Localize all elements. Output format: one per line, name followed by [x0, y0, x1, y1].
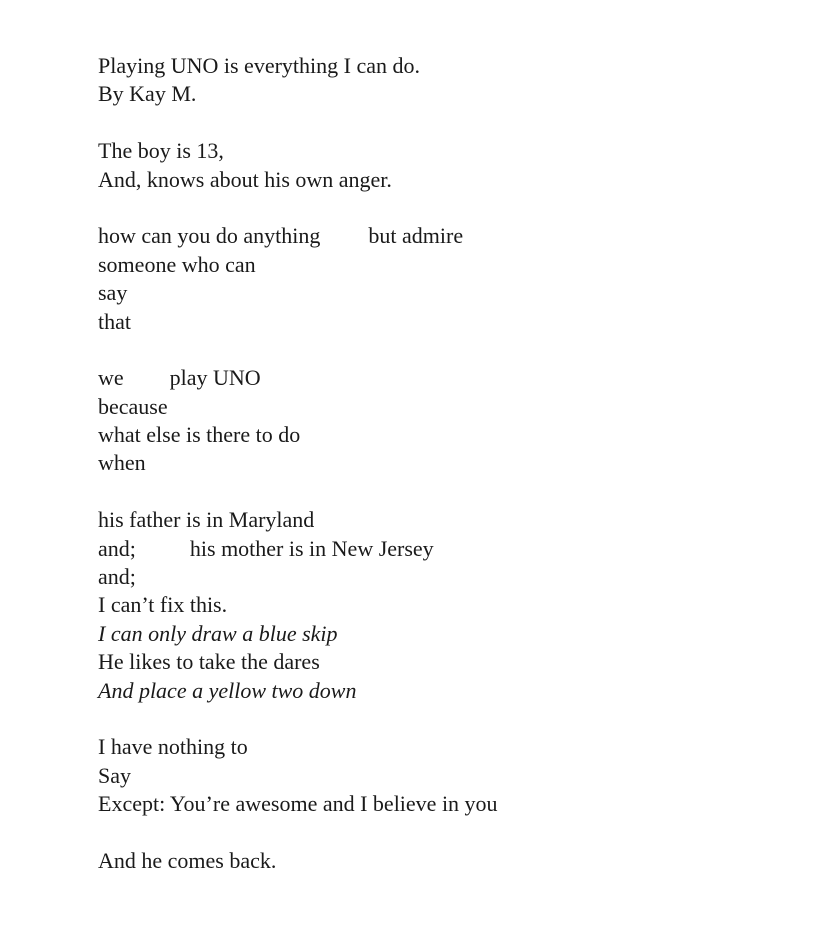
poem-line: his father is in Maryland: [98, 507, 315, 533]
poem-byline: By Kay M.: [98, 81, 197, 107]
poem-line: And he comes back.: [98, 847, 277, 873]
poem-line: that: [98, 308, 131, 334]
poem-line-part: we: [98, 365, 124, 391]
stanza-1: [98, 137, 798, 194]
poem-line: [98, 222, 798, 250]
poem-line: And, knows about his own anger.: [98, 166, 392, 192]
poem-header: [98, 52, 798, 109]
poem-line: say: [98, 280, 128, 306]
poem-line: and;: [98, 564, 136, 590]
poem-line: when: [98, 450, 146, 476]
poem-line: because: [98, 393, 168, 419]
poem-line: someone who can: [98, 251, 256, 277]
poem-line: Say: [98, 762, 131, 788]
poem-line-part: how can you do anything: [98, 223, 321, 249]
poem-line: The boy is 13,: [98, 138, 224, 164]
poem-line: I have nothing to: [98, 734, 248, 760]
stanza-5: [98, 733, 798, 818]
poem-title: Playing UNO is everything I can do.: [98, 53, 420, 78]
poem-line: what else is there to do: [98, 422, 301, 448]
stanza-6: [98, 847, 798, 875]
stanza-4: [98, 506, 798, 705]
poem-line-part: his mother is in New Jersey: [189, 535, 434, 561]
poem-line-part: and;: [98, 535, 136, 561]
poem-line: [98, 535, 798, 563]
poem-line: He likes to take the dares: [98, 649, 320, 675]
stanza-2: [98, 222, 798, 336]
poem-document: [98, 52, 798, 904]
stanza-3: [98, 364, 798, 478]
poem-line-italic: And place a yellow two down: [98, 677, 357, 703]
poem-line: Except: You’re awesome and I believe in you: [98, 791, 498, 817]
poem-line-part: play UNO: [169, 365, 261, 391]
poem-line: I can’t fix this.: [98, 592, 228, 618]
poem-line-italic: I can only draw a blue skip: [98, 620, 338, 646]
poem-line: [98, 364, 798, 392]
poem-line-part: but admire: [368, 223, 464, 249]
